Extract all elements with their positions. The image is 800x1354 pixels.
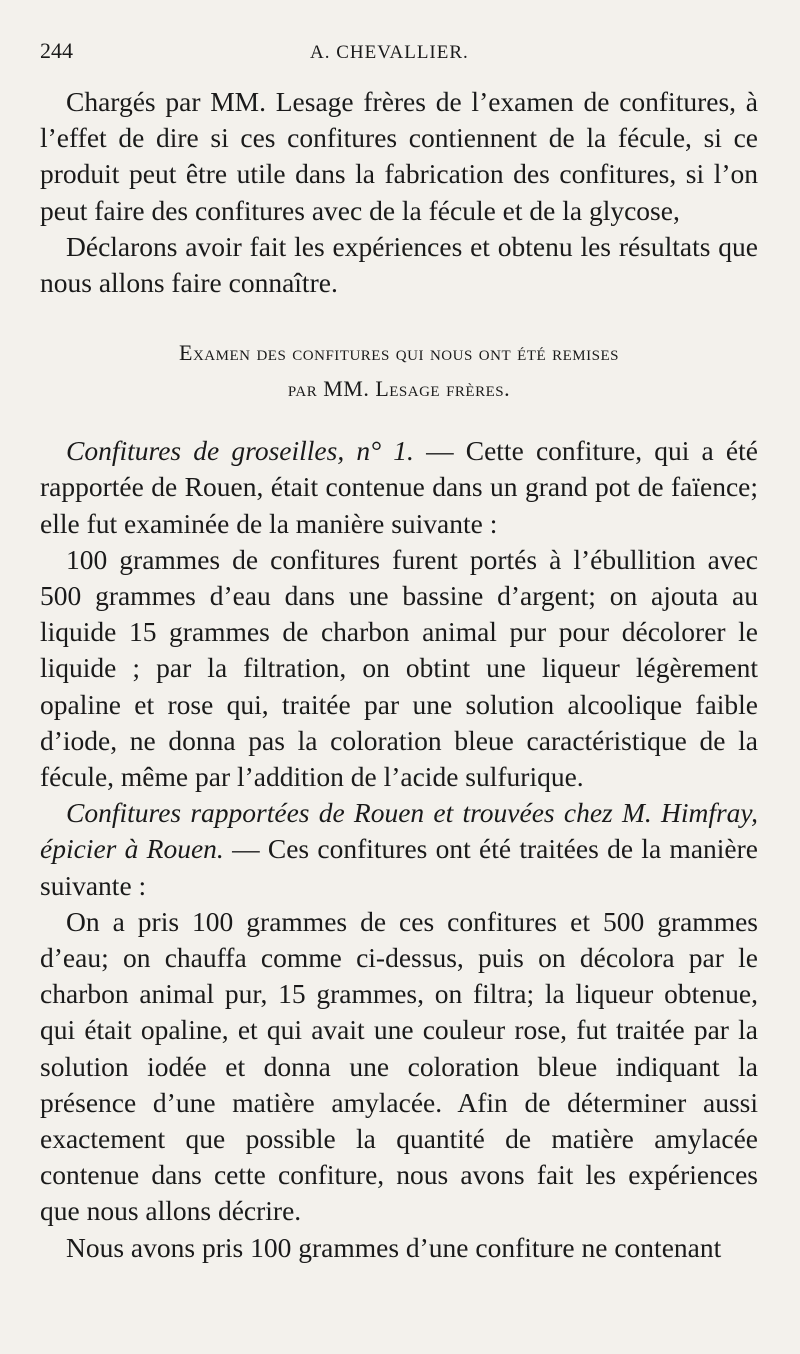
running-head	[40, 38, 758, 78]
paragraph-himfray	[40, 795, 758, 904]
page-number: 244	[40, 38, 73, 63]
paragraph-groseilles	[40, 433, 758, 542]
body-text	[40, 84, 758, 1266]
subheading-groseilles: Confitures de groseilles, n° 1.	[66, 435, 414, 467]
section-heading	[40, 335, 758, 407]
section-heading-line-2: par MM. Lesage frères.	[287, 376, 511, 402]
running-title: A. CHEVALLIER.	[310, 42, 469, 63]
groseilles-intro-text: — Cette confiture, qui a été rapportée de Rouen, était contenue dans un grand pot de faïence; elle fut examinée de la manière suivante :	[40, 435, 758, 539]
paragraph-intro: Chargés par MM. Lesage frères de l’examen de confitures, à l’effet de dire si ces confitures contiennent de la fécule, si ce produit peut être utile dans la fabrication des confitures, si l’on peut faire des confitures avec de la fécule et de la glycose,	[40, 86, 758, 226]
paragraph-groseilles-method: 100 grammes de confitures furent portés à l’ébullition avec 500 grammes d’eau dans une bassine d’argent; on ajouta au liquide 15 grammes de charbon animal pur pour décolorer le liquide ; par la filtration, on obtint une liqueur légèrement opaline et rose qui, traitée par une solution alcoolique faible d’iode, ne donna pas la coloration bleue caractéristique de la fécule, même par l’addition de l’acide sulfurique.	[40, 543, 758, 793]
section-heading-line-1: Examen des confitures qui nous ont été remises	[179, 340, 619, 366]
paragraph-continuation: Nous avons pris 100 grammes d’une confiture ne contenant	[66, 1231, 722, 1263]
subheading-himfray: Confitures rapportées de Rouen et trouvées chez M. Himfray, épicier à Rouen.	[40, 797, 758, 865]
himfray-intro-text: — Ces confitures ont été traitées de la manière suivante :	[40, 833, 758, 901]
paragraph-declaration: Déclarons avoir fait les expériences et obtenu les résultats que nous allons faire connaître.	[40, 230, 758, 299]
paragraph-himfray-method: On a pris 100 grammes de ces confitures et 500 grammes d’eau; on chauffa comme ci-dessus, puis on décolora par le charbon animal pur, 15 grammes, on filtra; la liqueur obtenue, qui était opaline, et qui avait une couleur rose, fut traitée par la solution iodée et donna une coloration bleue indiquant la présence d’une matière amylacée. Afin de déterminer aussi exactement que possible la quantité de matière amylacée contenue dans cette confiture, nous avons fait les expériences que nous allons décrire.	[40, 905, 758, 1227]
